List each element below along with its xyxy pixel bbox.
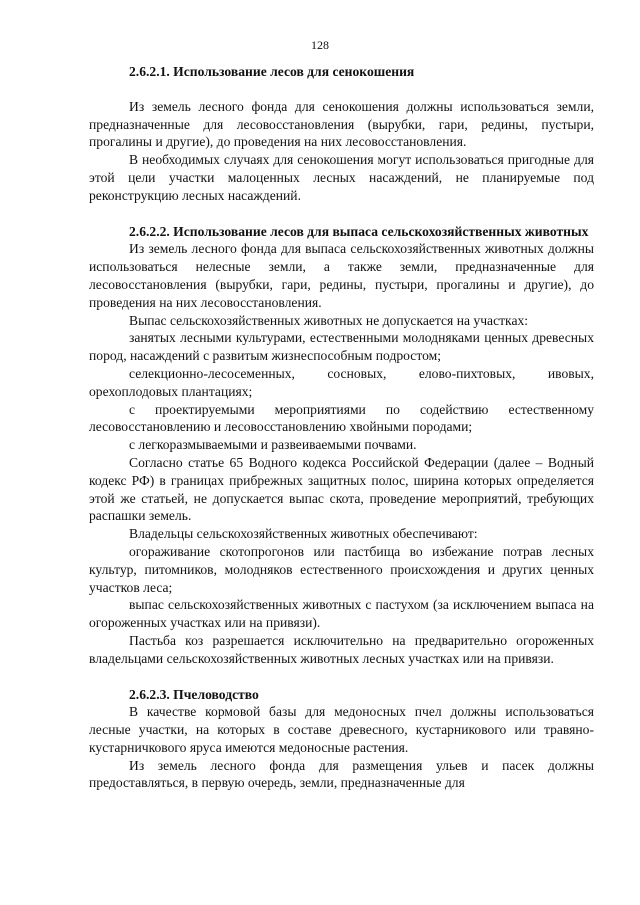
paragraph: Из земель лесного фонда для размещения ульев и пасек должны предоставляться, в первую очередь, земли, предназначенные для xyxy=(89,757,594,791)
section-heading: 2.6.2.3. Пчеловодство xyxy=(129,686,259,702)
list-item: выпас сельскохозяйственных животных с пастухом (за исключением выпаса на огороженных участках или на привязи). xyxy=(89,597,594,631)
section-heading: 2.6.2.1. Использование лесов для сенокошения xyxy=(129,64,415,79)
paragraph: Выпас сельскохозяйственных животных не допускается на участках: xyxy=(129,312,529,328)
paragraph: В качестве кормовой базы для медоносных пчел должны использоваться лесные участки, на которых в составе древесного, кустарникового или травяно-кустарничкового яруса имеются медоносные растения. xyxy=(89,704,594,755)
list-item: селекционно-лесосеменных, сосновых, елово-пихтовых, ивовых, орехоплодовых плантациях; xyxy=(89,365,594,399)
list-item: занятых лесными культурами, естественными молодняками ценных древесных пород, насаждений с развитым жизнеспособным подростом; xyxy=(89,330,594,364)
paragraph: Согласно статье 65 Водного кодекса Российской Федерации (далее – Водный кодекс РФ) в границах прибрежных защитных полос, ширина которых определяется этой же статьей, не допускается выпас скота, проведение мероприятий, требующих распашки земель. xyxy=(89,454,594,524)
section-heading: 2.6.2.2. Использование лесов для выпаса сельскохозяйственных животных xyxy=(129,223,589,239)
section-gap xyxy=(89,205,594,223)
list-item: огораживание скотопрогонов или пастбища во избежание потрав лесных культур, питомников, молодняков естественного происхождения и других ценных участков леса; xyxy=(89,543,594,595)
page-number: 128 xyxy=(311,38,329,52)
list-item: с проектируемыми мероприятиями по содействию естественному лесовосстановлению и лесовосстановлению хвойными породами; xyxy=(89,401,594,435)
paragraph: Из земель лесного фонда для выпаса сельскохозяйственных животных должны использоваться нелесные земли, а также земли, предназначенные для лесовосстановления (вырубки, гари, редины, пустыри, прогалины и другие), до проведения на них лесовосстановления. xyxy=(89,241,594,310)
document-body xyxy=(89,63,594,792)
paragraph: В необходимых случаях для сенокошения могут использоваться пригодные для этой цели участки малоценных лесных насаждений, не планируемые под реконструкцию лесных насаждений. xyxy=(89,152,594,203)
paragraph: Пастьба коз разрешается исключительно на предварительно огороженных владельцами сельскохозяйственных животных лесных участках или на привязи. xyxy=(89,632,594,666)
list-item: с легкоразмываемыми и развеиваемыми почвами. xyxy=(129,437,417,453)
section-gap xyxy=(89,668,594,686)
paragraph: Владельцы сельскохозяйственных животных обеспечивают: xyxy=(129,526,478,542)
paragraph: Из земель лесного фонда для сенокошения должны использоваться земли, предназначенные для лесовосстановления (вырубки, гари, редины, пустыри, прогалины и другие), до проведения на них лесовосстановления. xyxy=(89,98,594,150)
